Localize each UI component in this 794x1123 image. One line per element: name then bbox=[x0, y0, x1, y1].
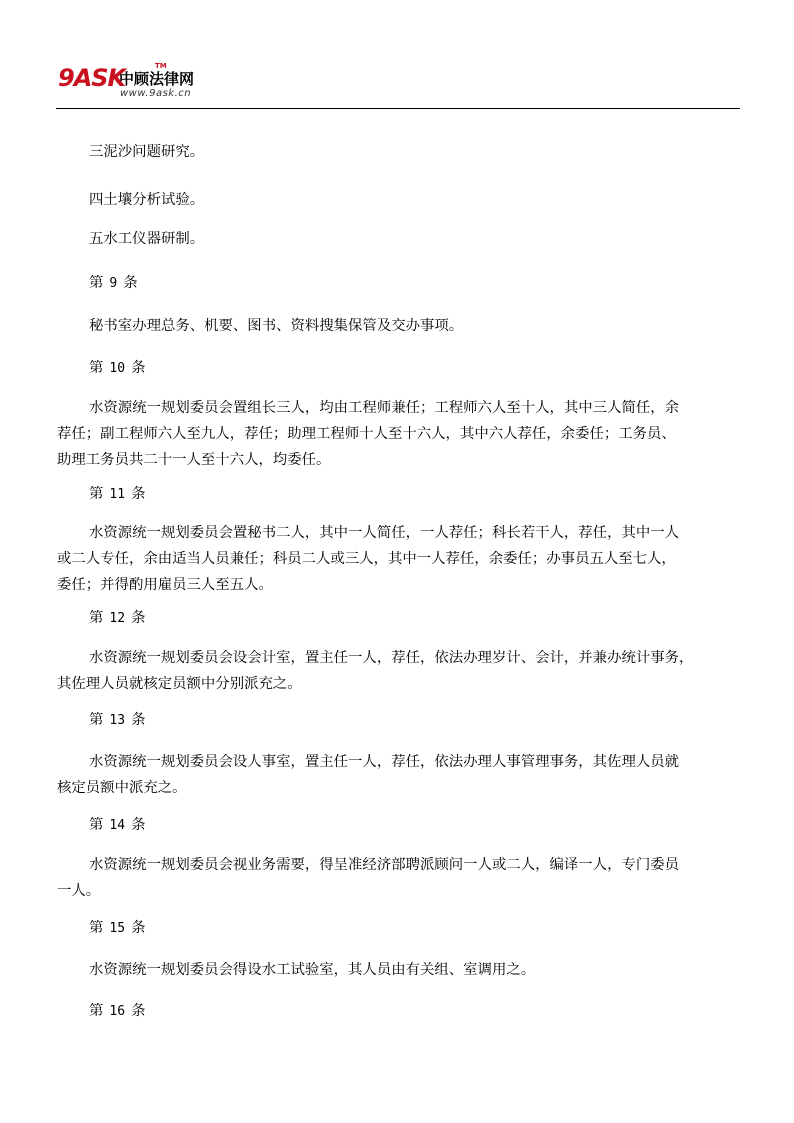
article-number: 16 bbox=[109, 1004, 126, 1019]
article-suffix: 条 bbox=[131, 360, 146, 376]
logo-trademark: TM bbox=[155, 62, 167, 70]
article-number: 9 bbox=[109, 276, 118, 291]
article-prefix: 第 bbox=[89, 610, 104, 626]
article-suffix: 条 bbox=[131, 610, 146, 626]
list-item-4: 四土壤分析试验。 bbox=[89, 192, 205, 208]
article-number: 13 bbox=[109, 713, 126, 728]
article-number: 14 bbox=[109, 818, 126, 833]
article-heading-15 bbox=[89, 915, 145, 942]
article-heading-9 bbox=[89, 270, 138, 297]
article-heading-14 bbox=[89, 812, 145, 839]
list-item-3: 三泥沙问题研究。 bbox=[89, 144, 205, 160]
article-prefix: 第 bbox=[89, 275, 104, 291]
article-suffix: 条 bbox=[131, 817, 146, 833]
article-10-line-2: 荐任；副工程师六人至九人，荐任；助理工程师十人至十六人，其中六人荐任，余委任；工务员、 bbox=[57, 426, 676, 442]
article-number: 11 bbox=[109, 487, 126, 502]
article-suffix: 条 bbox=[131, 486, 146, 502]
article-15-text: 水资源统一规划委员会得设水工试验室，其人员由有关组、室调用之。 bbox=[89, 962, 536, 978]
article-13-line-2: 核定员额中派充之。 bbox=[57, 780, 187, 796]
article-suffix: 条 bbox=[131, 712, 146, 728]
article-suffix: 条 bbox=[131, 1003, 146, 1019]
article-prefix: 第 bbox=[89, 486, 104, 502]
article-number: 15 bbox=[109, 921, 126, 936]
article-10-line-1: 水资源统一规划委员会置组长三人，均由工程师兼任；工程师六人至十人，其中三人简任，余 bbox=[89, 400, 680, 416]
article-10-line-3: 助理工务员共二十一人至十六人，均委任。 bbox=[57, 452, 331, 468]
article-heading-16 bbox=[89, 998, 145, 1025]
article-prefix: 第 bbox=[89, 360, 104, 376]
article-9-text: 秘书室办理总务、机要、图书、资料搜集保管及交办事项。 bbox=[89, 318, 464, 334]
article-suffix: 条 bbox=[131, 920, 146, 936]
article-prefix: 第 bbox=[89, 817, 104, 833]
article-heading-13 bbox=[89, 707, 145, 734]
list-item-5: 五水工仪器研制。 bbox=[89, 231, 205, 247]
article-suffix: 条 bbox=[123, 275, 138, 291]
article-14-line-2: 一人。 bbox=[57, 883, 101, 899]
article-13-line-1: 水资源统一规划委员会设人事室，置主任一人，荐任，依法办理人事管理事务，其佐理人员就 bbox=[89, 754, 680, 770]
article-prefix: 第 bbox=[89, 712, 104, 728]
article-14-line-1: 水资源统一规划委员会视业务需要，得呈准经济部聘派顾问一人或二人，编译一人，专门委员 bbox=[89, 857, 680, 873]
site-logo[interactable] bbox=[56, 62, 256, 106]
article-heading-12 bbox=[89, 605, 145, 632]
header-divider bbox=[56, 108, 740, 109]
article-12-line-1: 水资源统一规划委员会设会计室，置主任一人，荐任，依法办理岁计、会计，并兼办统计事务， bbox=[89, 650, 694, 666]
logo-name: 中顾法律网 bbox=[119, 70, 195, 88]
article-11-line-3: 委任；并得酌用雇员三人至五人。 bbox=[57, 577, 273, 593]
article-number: 12 bbox=[109, 611, 126, 626]
article-heading-10 bbox=[89, 355, 145, 382]
page-header bbox=[56, 62, 740, 110]
logo-mark: 9ASK bbox=[58, 64, 126, 92]
article-number: 10 bbox=[109, 361, 126, 376]
logo-url: www.9ask.cn bbox=[120, 88, 192, 99]
article-12-line-2: 其佐理人员就核定员额中分别派充之。 bbox=[57, 676, 302, 692]
article-heading-11 bbox=[89, 481, 145, 508]
article-11-line-1: 水资源统一规划委员会置秘书二人，其中一人简任，一人荐任；科长若干人，荐任，其中一人 bbox=[89, 525, 680, 541]
article-prefix: 第 bbox=[89, 1003, 104, 1019]
article-prefix: 第 bbox=[89, 920, 104, 936]
article-11-line-2: 或二人专任，余由适当人员兼任；科员二人或三人，其中一人荐任，余委任；办事员五人至七人， bbox=[57, 551, 676, 567]
